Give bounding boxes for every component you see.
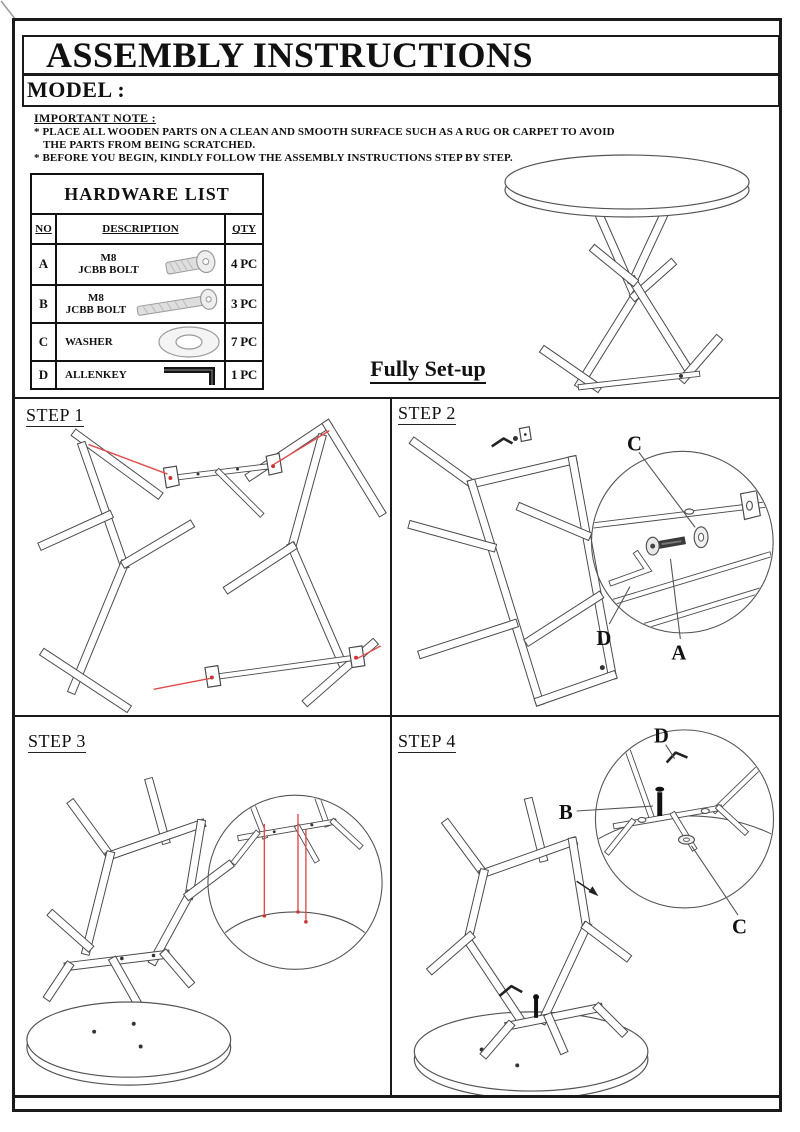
callout-b: B xyxy=(558,800,573,824)
bolt-long-icon xyxy=(135,287,223,321)
hardware-list-title: HARDWARE LIST xyxy=(32,175,262,215)
model-row xyxy=(24,76,778,104)
step2-diagram xyxy=(392,399,786,713)
table-top xyxy=(505,155,749,217)
hardware-list-table xyxy=(30,173,264,390)
step2-panel xyxy=(392,399,786,713)
hardware-row-a: A M8 JCBB BOLT 4 PC xyxy=(32,245,262,285)
step1-panel xyxy=(14,399,390,713)
hardware-row-d: D ALLENKEY 1 PC xyxy=(32,362,262,388)
note-line: * PLACE ALL WOODEN PARTS ON A CLEAN AND SMOOTH SURFACE SUCH AS A RUG OR CARPET TO AVOID xyxy=(34,126,615,138)
allen-key xyxy=(667,753,688,763)
step3-diagram xyxy=(14,717,390,1095)
col-qty: QTY xyxy=(232,223,256,236)
callouts xyxy=(596,433,695,664)
step2-label: STEP 2 xyxy=(398,403,456,423)
leg-assembly xyxy=(49,782,229,1000)
callout-d: D xyxy=(653,724,669,748)
fully-setup-diagram xyxy=(485,146,785,394)
grid-line-bottom xyxy=(12,1095,782,1098)
step1-diagram xyxy=(14,399,390,713)
table-legs xyxy=(545,208,717,387)
direction-arrow xyxy=(589,886,599,896)
allen-key-icon xyxy=(158,362,224,388)
hardware-row-c: C WASHER 7 PC xyxy=(32,324,262,362)
col-description: DESCRIPTION xyxy=(102,223,179,236)
bolt-short-icon xyxy=(160,247,224,281)
washer-icon xyxy=(154,324,224,360)
callout-a: A xyxy=(671,642,687,665)
hardware-row-b: B M8 JCBB BOLT 3 PC xyxy=(32,286,262,324)
note-line: * BEFORE YOU BEGIN, KINDLY FOLLOW THE ASSEMBLY INSTRUCTIONS STEP BY STEP. xyxy=(34,152,513,164)
note-line: THE PARTS FROM BEING SCRATCHED. xyxy=(43,139,256,151)
title-row xyxy=(24,37,778,76)
step4-panel xyxy=(392,717,786,1095)
step4-diagram xyxy=(392,717,786,1095)
step1-label: STEP 1 xyxy=(26,405,84,425)
header-box xyxy=(22,35,780,107)
step3-label: STEP 3 xyxy=(28,731,86,751)
model-label: MODEL : xyxy=(27,77,126,102)
callout-d: D xyxy=(596,627,612,650)
step3-panel xyxy=(14,717,390,1095)
fully-setup-label: Fully Set-up xyxy=(343,356,513,382)
note-heading: IMPORTANT NOTE : xyxy=(34,111,156,125)
page-title: ASSEMBLY INSTRUCTIONS xyxy=(46,37,533,75)
table-top-inverted xyxy=(27,1002,231,1085)
step4-label: STEP 4 xyxy=(398,731,456,751)
callout-c: C xyxy=(627,433,642,456)
hardware-columns xyxy=(32,215,262,245)
assembled-frame xyxy=(413,427,612,702)
detail-view xyxy=(212,796,378,1011)
col-no: NO xyxy=(35,223,52,236)
callout-c: C xyxy=(731,915,747,939)
